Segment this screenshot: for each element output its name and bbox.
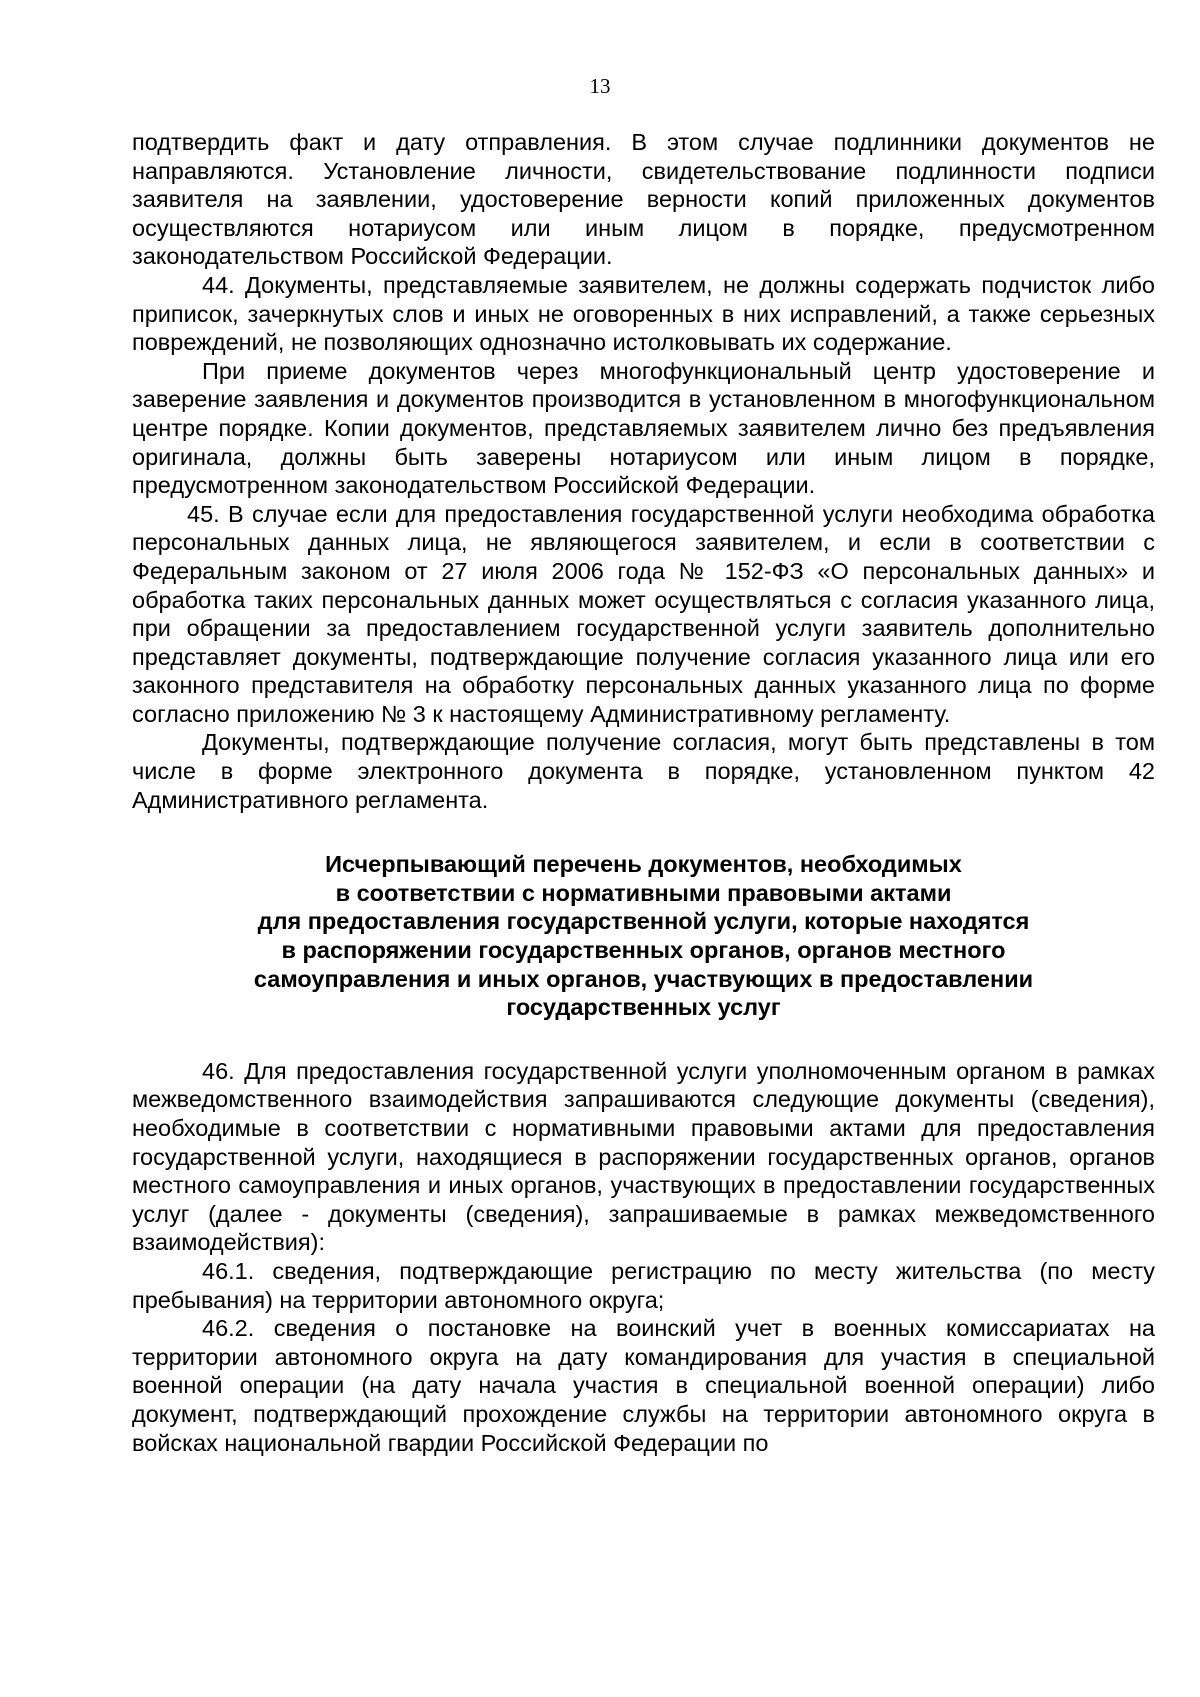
paragraph: При приеме документов через многофункциональный центр удостоверение и заверение заявления и документов производится в установленном в многофункциональном центре порядке. Копии документов, представляемых заявителем лично без предъявления оригинала, должны быть заверены нотариусом или иным лицом в порядке, предусмотренном законодательством Российской Федерации. (132, 357, 1155, 499)
heading-line: государственных услуг (506, 994, 781, 1021)
paragraph-46: 46. Для предоставления государственной услуги уполномоченным органом в рамках межведомственного взаимодействия запрашиваются следующие документы (сведения), необходимые в соответствии с нормативными правовыми актами для предоставления государственной услуги, находящиеся в распоряжении государственных органов, органов местного самоуправления и иных органов, участвующих в предоставлении государственных услуг (далее - документы (сведения), запрашиваемые в рамках межведомственного взаимодействия): (132, 1057, 1155, 1256)
paragraph: Документы, подтверждающие получение согласия, могут быть представлены в том числе в форме электронного документа в порядке, установленном пунктом 42 Административного регламента. (132, 729, 1155, 813)
paragraph-44: 44. Документы, представляемые заявителем, не должны содержать подчисток либо приписок, зачеркнутых слов и иных не оговоренных в них исправлений, а также серьезных повреждений, не позволяющих однозначно истолковывать их содержание. (132, 271, 1155, 356)
heading-line: в распоряжении государственных органов, органов местного (281, 937, 1006, 964)
heading-line: в соответствии с нормативными правовыми актами (335, 879, 952, 906)
section-heading (132, 850, 1155, 1022)
heading-line: самоуправления и иных органов, участвующих в предоставлении (253, 965, 1034, 992)
paragraph-45: 45. В случае если для предоставления государственной услуги необходима обработка персональных данных лица, не являющегося заявителем, и если в соответствии с Федеральным законом от 27 июля 2006 года № 152-ФЗ «О персональных данных» и обработка таких персональных данных может осуществляться с согласия указанного лица, при обращении за предоставлением государственной услуги заявитель дополнительно представляет документы, подтверждающие получение согласия указанного лица или его законного представителя на обработку персональных данных указанного лица по форме согласно приложению № 3 к настоящему Административному регламенту. (132, 500, 1155, 727)
paragraph: подтвердить факт и дату отправления. В этом случае подлинники документов не направляются. Установление личности, свидетельствование подлинности подписи заявителя на заявлении, удостоверение верности копий приложенных документов осуществляются нотариусом или иным лицом в порядке, предусмотренном законодательством Российской Федерации. (132, 129, 1155, 270)
paragraphs-before (132, 128, 1155, 814)
heading-line: Исчерпывающий перечень документов, необходимых (325, 851, 962, 878)
paragraph-46-2: 46.2. сведения о постановке на воинский учет в военных комиссариатах на территории автономного округа на дату командирования для участия в специальной военной операции (на дату начала участия в специальной военной операции) либо документ, подтверждающий прохождение службы на территории автономного округа в войсках национальной гвардии Российской Федерации по (132, 1315, 1155, 1456)
page-content (132, 128, 1155, 1457)
paragraphs-after (132, 1057, 1155, 1457)
paragraph-46-1: 46.1. сведения, подтверждающие регистрацию по месту жительства (по месту пребывания) на территории автономного округа; (132, 1257, 1155, 1313)
page-number: 13 (589, 74, 611, 98)
heading-line: для предоставления государственной услуги, которые находятся (257, 908, 1030, 935)
